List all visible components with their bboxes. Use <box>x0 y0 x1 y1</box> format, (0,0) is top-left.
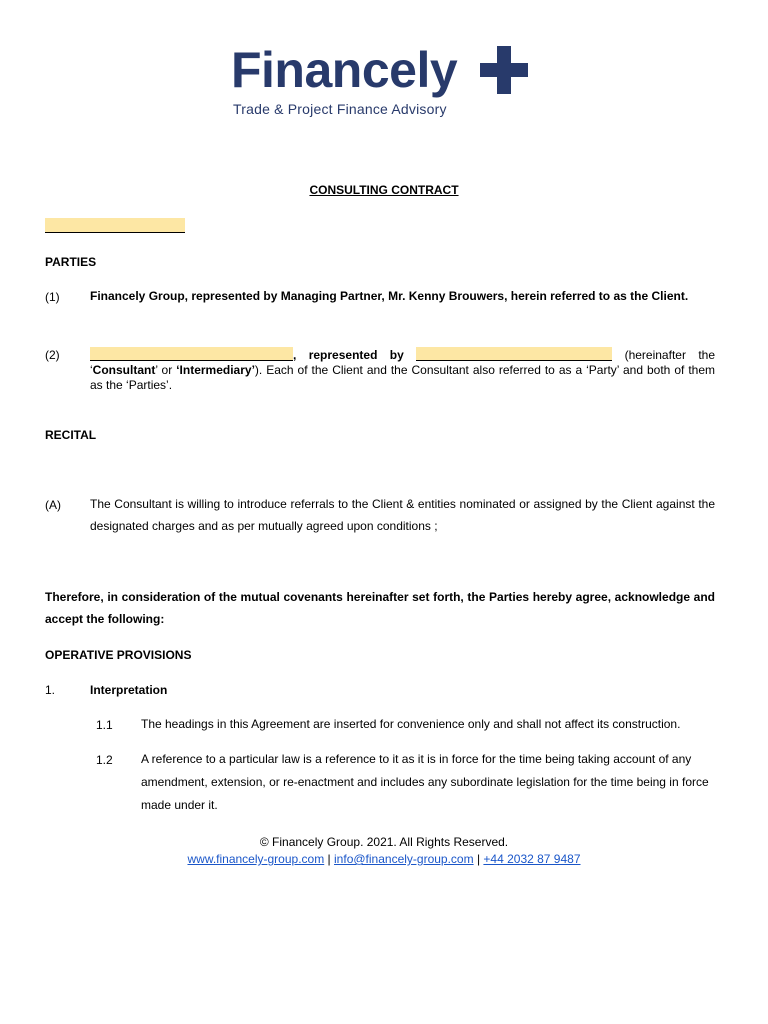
recital-a-number: (A) <box>45 498 61 512</box>
footer-copyright: © Financely Group. 2021. All Rights Reserved. <box>259 835 509 849</box>
clause-1-2-text: A reference to a particular law is a reference to it as it is in force for the time being taking account of any amendment, extension, or re-enactment and includes any subordinate legislation for the time being in force made under it. <box>141 752 709 812</box>
party-1-text: Financely Group, represented by Managing Partner, Mr. Kenny Brouwers, herein referred to as the Client. <box>90 289 689 303</box>
party-2-number: (2) <box>45 348 60 362</box>
logo-tagline: Trade & Project Finance Advisory <box>233 101 447 117</box>
email-link[interactable]: info@financely-group.com <box>334 852 474 866</box>
website-link[interactable]: www.financely-group.com <box>187 852 325 866</box>
footer-contacts: www.financely-group.com | info@financely-group.com | +44 2032 87 9487 <box>187 852 581 866</box>
recital-a-text: The Consultant is willing to introduce referrals to the Client & entities nominated or assigned by the Client against the designated charges and as per mutually agreed upon conditions ; <box>90 497 715 533</box>
logo-wordmark: Financely <box>231 42 458 98</box>
date-fill-field[interactable] <box>45 218 185 233</box>
phone-link[interactable]: +44 2032 87 9487 <box>483 852 581 866</box>
plus-icon <box>480 46 528 94</box>
section-1-title: Interpretation <box>90 683 168 697</box>
operative-heading: OPERATIVE PROVISIONS <box>45 648 192 662</box>
clause-1-2-number: 1.2 <box>96 753 113 767</box>
therefore-clause: Therefore, in consideration of the mutual covenants hereinafter set forth, the Parties hereby agree, acknowledge and accept the following: <box>45 590 715 626</box>
parties-heading: PARTIES <box>45 255 97 269</box>
section-1-number: 1. <box>45 683 56 697</box>
document-title: CONSULTING CONTRACT <box>309 183 459 197</box>
party-2-text: , represented by (hereinafter the ‘Consultant’ or ‘Intermediary’). Each of the Client and the Consultant also referred to as a ‘Party’ and both of them as the ‘Parties’. <box>90 348 716 392</box>
representative-name-field[interactable] <box>416 347 612 361</box>
clause-1-1-number: 1.1 <box>96 718 113 732</box>
clause-1-1-text: The headings in this Agreement are inserted for convenience only and shall not affect its construction. <box>141 717 681 731</box>
consultant-name-field[interactable] <box>90 347 293 361</box>
party-1-number: (1) <box>45 290 60 304</box>
recital-heading: RECITAL <box>45 428 97 442</box>
